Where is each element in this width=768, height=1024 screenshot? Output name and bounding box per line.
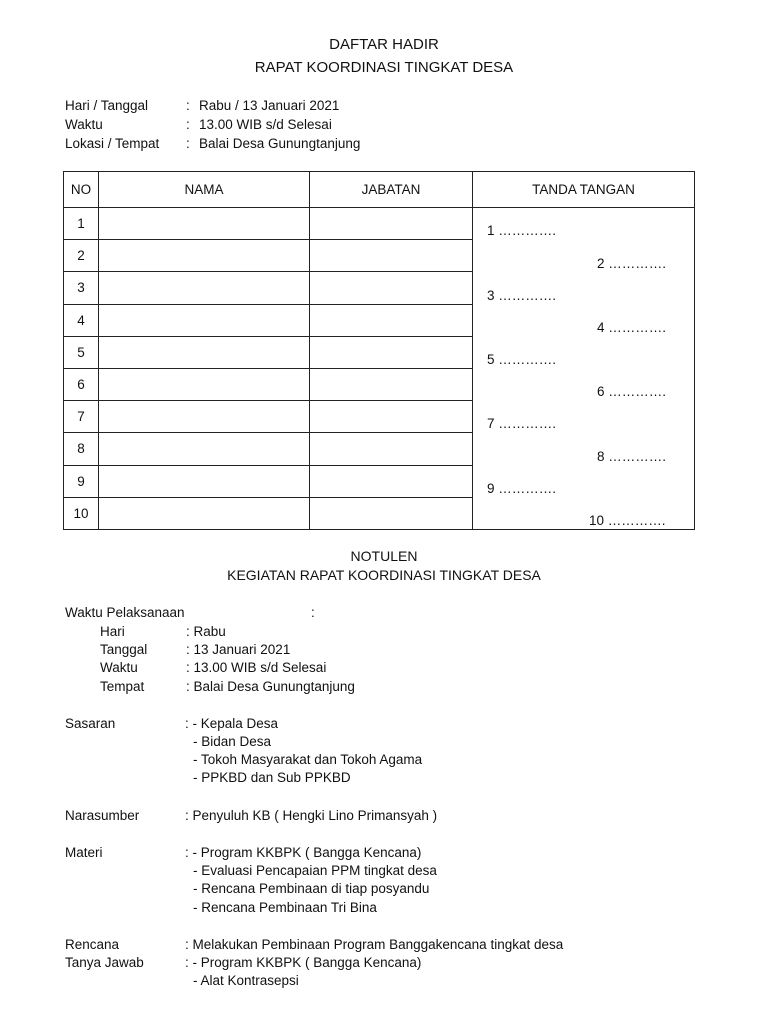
jabatan-cell[interactable] <box>310 368 473 400</box>
nama-cell[interactable] <box>99 401 310 433</box>
nama-cell[interactable] <box>99 208 310 240</box>
detail-value-waktu: : 13.00 WIB s/d Selesai <box>186 660 327 675</box>
tanya-jawab-item: - Alat Kontrasepsi <box>193 973 299 988</box>
waktu-pelaksanaan-label: Waktu Pelaksanaan <box>65 605 185 620</box>
row-number: 7 <box>64 401 99 433</box>
nama-cell[interactable] <box>99 336 310 368</box>
narasumber-value: : Penyuluh KB ( Hengki Lino Primansyah ) <box>185 808 438 823</box>
signature-line: 2 …………. <box>597 256 667 271</box>
tanya-jawab-label: Tanya Jawab <box>65 955 144 970</box>
nama-cell[interactable] <box>99 433 310 465</box>
info-colon: : <box>186 98 190 113</box>
waktu-pelaksanaan-colon: : <box>311 605 315 620</box>
detail-value-tanggal: : 13 Januari 2021 <box>186 642 291 657</box>
jabatan-cell[interactable] <box>310 465 473 497</box>
table-header-row <box>64 172 695 208</box>
signature-line: 5 …………. <box>487 352 557 367</box>
row-number: 2 <box>64 240 99 272</box>
row-number: 6 <box>64 368 99 400</box>
document-subtitle: RAPAT KOORDINASI TINGKAT DESA <box>254 59 514 76</box>
row-number: 4 <box>64 304 99 336</box>
nama-cell[interactable] <box>99 465 310 497</box>
detail-label-tempat: Tempat <box>100 679 145 694</box>
signature-line: 9 …………. <box>487 481 557 496</box>
notulen-subtitle: KEGIATAN RAPAT KOORDINASI TINGKAT DESA <box>227 567 541 583</box>
sasaran-item: : - Kepala Desa <box>185 716 279 731</box>
jabatan-cell[interactable] <box>310 208 473 240</box>
detail-label-waktu: Waktu <box>100 660 138 675</box>
narasumber-label: Narasumber <box>65 808 140 823</box>
row-number: 10 <box>64 497 99 529</box>
signature-line: 1 …………. <box>487 223 557 238</box>
jabatan-cell[interactable] <box>310 272 473 304</box>
rencana-label: Rencana <box>65 937 120 952</box>
jabatan-cell[interactable] <box>310 433 473 465</box>
info-value-location: Balai Desa Gunungtanjung <box>199 136 361 151</box>
jabatan-cell[interactable] <box>310 304 473 336</box>
signature-line: 4 …………. <box>597 320 667 335</box>
document-title: DAFTAR HADIR <box>329 36 439 53</box>
table-row <box>64 208 695 240</box>
nama-cell[interactable] <box>99 368 310 400</box>
header-jabatan: JABATAN <box>310 172 473 208</box>
row-number: 3 <box>64 272 99 304</box>
info-colon: : <box>186 136 190 151</box>
sasaran-item: - Bidan Desa <box>193 734 272 749</box>
info-value-time: 13.00 WIB s/d Selesai <box>199 117 332 132</box>
detail-value-hari: : Rabu <box>186 624 226 639</box>
nama-cell[interactable] <box>99 272 310 304</box>
rencana-value: : Melakukan Pembinaan Program Banggakencana tingkat desa <box>185 937 564 952</box>
jabatan-cell[interactable] <box>310 497 473 529</box>
info-value-date: Rabu / 13 Januari 2021 <box>199 98 340 113</box>
row-number: 9 <box>64 465 99 497</box>
row-number: 5 <box>64 336 99 368</box>
detail-label-tanggal: Tanggal <box>100 642 148 657</box>
info-label-date: Hari / Tanggal <box>65 98 149 113</box>
nama-cell[interactable] <box>99 240 310 272</box>
materi-label: Materi <box>65 845 103 860</box>
detail-value-tempat: : Balai Desa Gunungtanjung <box>186 679 355 694</box>
materi-item: - Rencana Pembinaan di tiap posyandu <box>193 881 430 896</box>
attendance-table <box>63 171 695 530</box>
materi-item: : - Program KKBPK ( Bangga Kencana) <box>185 845 422 860</box>
jabatan-cell[interactable] <box>310 401 473 433</box>
sasaran-item: - PPKBD dan Sub PPKBD <box>193 770 351 785</box>
row-number: 1 <box>64 208 99 240</box>
sasaran-item: - Tokoh Masyarakat dan Tokoh Agama <box>193 752 423 767</box>
header-nama: NAMA <box>99 172 310 208</box>
nama-cell[interactable] <box>99 304 310 336</box>
sasaran-label: Sasaran <box>65 716 116 731</box>
header-tanda-tangan: TANDA TANGAN <box>473 172 695 208</box>
nama-cell[interactable] <box>99 497 310 529</box>
jabatan-cell[interactable] <box>310 336 473 368</box>
signature-line: 10 …………. <box>589 513 666 528</box>
info-label-time: Waktu <box>65 117 103 132</box>
materi-item: - Rencana Pembinaan Tri Bina <box>193 900 377 915</box>
signature-cell[interactable] <box>473 208 695 530</box>
detail-label-hari: Hari <box>100 624 125 639</box>
materi-item: - Evaluasi Pencapaian PPM tingkat desa <box>193 863 437 878</box>
tanya-jawab-item: : - Program KKBPK ( Bangga Kencana) <box>185 955 422 970</box>
signature-line: 3 …………. <box>487 288 557 303</box>
signature-line: 8 …………. <box>597 449 667 464</box>
signature-line: 7 …………. <box>487 416 557 431</box>
jabatan-cell[interactable] <box>310 240 473 272</box>
row-number: 8 <box>64 433 99 465</box>
info-label-location: Lokasi / Tempat <box>65 136 160 151</box>
notulen-title: NOTULEN <box>350 548 418 564</box>
header-no: NO <box>64 172 99 208</box>
signature-line: 6 …………. <box>597 384 667 399</box>
info-colon: : <box>186 117 190 132</box>
